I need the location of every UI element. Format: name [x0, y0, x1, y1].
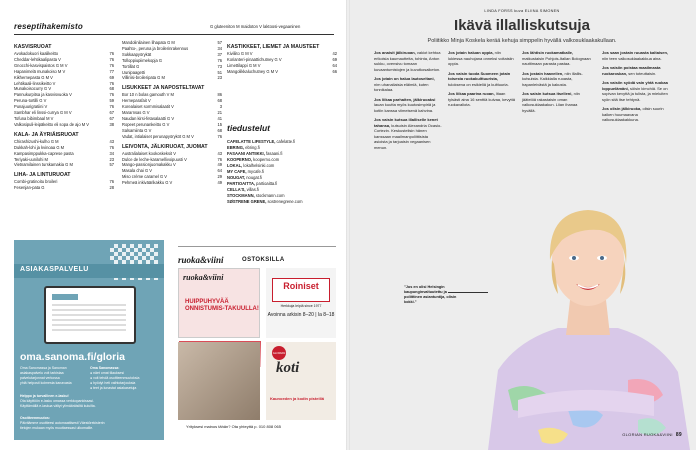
service-line: asiakaspalvelu voit tarkistaa [20, 370, 64, 375]
contact-name: CELLA'S, [227, 187, 246, 192]
recipe-entry[interactable] [14, 122, 114, 128]
recipe-name: Dukkah-lohi ja kvinoaa G M [14, 144, 65, 150]
interior-photo [178, 342, 260, 420]
contact-entry [227, 199, 337, 205]
recipe-name: Vadat, intialaiset perunapyöryköt G M V [122, 133, 194, 139]
answer-text: sen toteuttaisin. [627, 70, 657, 76]
recipe-page: 66 [332, 68, 337, 74]
contact-name: NOUGAT, [227, 175, 246, 180]
answer-text: vakiot kehtoa erikoisia kaumautteita, tohinta, Anton sukku, ovensivu tomaan kuvaantumistojen ja kuvutkosaiketon. [374, 50, 441, 72]
recipe-page: 68 [109, 86, 114, 92]
question-lead: Jos jostain haaveilen, [522, 70, 564, 76]
contact-detail[interactable]: nougat.fi [245, 175, 262, 180]
recipe-name: Tolloppiupiimekopja G [122, 57, 163, 63]
service-line: yhtä helposti kolmesta kanavasta [20, 380, 72, 385]
answer-text: matkustaisin Pohjois-Italian Bolognaan nauttimaan parasta pastaa. [522, 55, 591, 66]
einvoice-title: Helppo ja turvallinen e-lasku! [20, 394, 69, 398]
question-lead: Jos saisin kutsua itselleni, [522, 91, 573, 96]
answer-paragraph [374, 97, 442, 114]
koti-caption: Kaunoeden ja kodin pisteillä [270, 396, 325, 401]
service-line: palvelutarjonnat verkossa [20, 375, 60, 380]
answer-text: kutsuisin Alexandria Ocasio-Cortezin. Keskustelisin hänen kanssaan maailmanpoliittisista asioista ja tarjoaisin vegaanisen menun. [374, 122, 442, 150]
answer-paragraph [602, 80, 674, 102]
recipe-name: Ropeet perunankeitto G V [122, 121, 170, 127]
recipe-name: Herneparafait V [122, 98, 151, 104]
article-deck: Poliitikko Minja Koskela kerää kehuja simppelin hyvällä valkosuklaakakullaan. [427, 38, 617, 44]
recipe-name: Cheddar-lehtikaalipasta V [14, 56, 61, 62]
contact-detail[interactable]: mycafe.fi [246, 169, 265, 174]
portrait-photo [478, 160, 696, 450]
recipe-page: 34 [217, 45, 222, 51]
recipe-name: Gnocchi-kasvispaistos G M V [14, 62, 68, 68]
answer-paragraph [522, 91, 592, 113]
recipe-page: 37 [217, 51, 222, 57]
recipe-name: Kampasimppukka-caprese pasta [14, 150, 74, 156]
question-lead: Jos jotain on halua lautoseltani, [374, 76, 435, 81]
question-lead: Jos vaisiin syödä vain yhtä ruokaa loppuelämäni, [602, 80, 668, 91]
contact-name: CAFELATTE LIFESTYLE, [227, 139, 276, 144]
recipe-page: 57 [217, 40, 222, 45]
contact-detail[interactable]: stockmann.com [254, 193, 285, 198]
spine-gutter [346, 0, 350, 450]
recipe-page: 21 [217, 110, 222, 116]
question-lead: Jos liikaa parhaiten, jälkiruoaksi [374, 96, 436, 102]
page-number: 89 [675, 432, 682, 438]
recipe-page: 38 [109, 121, 114, 127]
recipe-page: 68 [217, 127, 222, 133]
recipe-page: 76 [109, 144, 114, 150]
answer-paragraph [448, 91, 516, 108]
recipe-name: Avokadokuori kaalikeitto [14, 51, 59, 56]
recipe-entry[interactable] [122, 134, 222, 140]
recipe-name: Kiviliito G M V [227, 51, 253, 56]
ad-contact-footer: Yrityksesi mainos tähän? Ota yhteyttä p. 010 808 065 [186, 424, 281, 429]
answer-text: söisin kimchiä. Se on sopivan kevyttä ja tulista, ja mieluiten syön sitä itse tehtynä. [602, 85, 668, 102]
recipe-page: 57 [109, 162, 114, 168]
service-line: Käyttämällä e-laskua vältyt ylimääräisiltä kuluilta. [20, 403, 96, 408]
header-rule [14, 34, 334, 35]
question-lead: Jos anaisit jälkiruoan, [374, 50, 416, 55]
question-lead: Jos liikaa paarina ruoan, [448, 91, 495, 96]
koti-magazine-ad[interactable] [266, 342, 336, 420]
recipe-name: Pehmeä inkiväärikakku G V [122, 180, 173, 186]
answer-paragraph [522, 71, 592, 88]
answer-text: lauan kuutta myös kuutosimpiriä ja kotiin kanssa viimeisenä kahvina. [374, 102, 436, 113]
recipe-page: 68 [217, 98, 222, 104]
recipe-page: 73 [217, 63, 222, 69]
laptop-illustration [44, 286, 136, 344]
recipe-page: 59 [109, 98, 114, 104]
recipe-name: Valkosipuli-leipäkeitto eli sopa de ajo M V [14, 121, 90, 127]
question-lead: Jos lähtisin ruokamatkalle, [522, 50, 574, 55]
recipe-page: 41 [217, 115, 222, 121]
recipe-name: Korealaiset sormmisalaatit V [122, 104, 174, 110]
contact-detail[interactable]: lokalhelsinki.com [242, 163, 275, 168]
glorian-badge: GLORIAN [272, 346, 286, 360]
recipe-name: Kikhernepasta G M V [14, 74, 53, 80]
address-change-title: Osoitteenmuutos: [20, 416, 50, 420]
contact-name: FASAANI ANTIIKKI, [227, 151, 265, 156]
recipe-name: Masala chai G V [122, 168, 153, 174]
answer-paragraph [448, 71, 516, 88]
article-column-1 [374, 50, 442, 154]
recipe-page: 49 [217, 180, 222, 186]
recipe-entry[interactable] [227, 69, 337, 75]
section-heading: KASTIKKEET, LIEMET JA MAUSTEET [227, 44, 320, 50]
recipe-name: Villiriisi-broileripata G M [122, 75, 165, 81]
service-url-link[interactable]: oma.sanoma.fi/gloria [20, 351, 126, 363]
recipe-page: 64 [332, 62, 337, 68]
recipe-page: 23 [109, 156, 114, 162]
article-column-3 [522, 50, 592, 117]
service-line: Ota käyttöön e-lasku omassa verkkopankissasi. [20, 398, 94, 403]
recipe-entry[interactable] [14, 162, 114, 168]
bakery-hours: Avoinna arkisin 8–20 | la 8–18 [267, 312, 335, 318]
answer-paragraph [602, 50, 674, 61]
recipe-name: Limettilappi G M V [227, 62, 261, 68]
service-line: Oma Sanomassa ja Sanoman [20, 366, 67, 370]
recipe-page: 86 [217, 92, 222, 98]
service-line: ● teet ja lunastat asiakasetuja [90, 385, 137, 390]
ad-section-label: OSTOKSILLA [242, 257, 285, 263]
contact-name: PARTIOAITTA, [227, 181, 256, 186]
answer-paragraph [448, 50, 516, 67]
bakery-since: Herkkuja leipiä since 1977 [280, 304, 322, 308]
article-headline: Ikävä illalliskutsuja [454, 17, 590, 34]
section-heading: LISUKKEET JA NAPOSTELTAVAT [122, 85, 205, 92]
contact-name: EBRING, [227, 145, 245, 150]
recipe-name: Mandolinilainen lihapata G M [122, 40, 175, 45]
recipe-name: Tortillat G [122, 63, 140, 69]
recipe-name: Miso crème caramel G V [122, 174, 168, 180]
question-lead: Jos vaisin kutsua illalliselle kenet tahansa, [374, 117, 438, 128]
recipe-name: Bor 10 n bolas gamouth V M [122, 92, 174, 98]
recipe-page: 76 [109, 80, 114, 86]
recipe-page: 76 [109, 104, 114, 110]
recipe-page: 29 [217, 174, 222, 180]
service-line: ● hyödyt heti vaihtotarjouksia [90, 380, 136, 385]
recipe-name: Sambhar eli linssi-currya G M V [14, 110, 72, 116]
answer-paragraph [602, 65, 674, 76]
recipe-page: 67 [109, 115, 114, 121]
bakery-ad[interactable] [266, 268, 336, 338]
section-heading: LIHA- JA LINTURUOAT [14, 172, 71, 179]
answer-text: litaan tylsästi aina 16 senttiä kuivaa, kevyttä ruokavaliota. [448, 91, 515, 107]
recipe-name: Mararnsas G V [122, 110, 150, 116]
recipe-name: Hapanimelä munakoiso M V [14, 68, 66, 74]
recipe-page: 43 [217, 150, 222, 156]
recipe-page: 64 [217, 168, 222, 174]
contact-detail[interactable]: cafelatte.fi [275, 139, 296, 144]
recipe-name: Paahto-, peruna ja broilerinrakennus [122, 45, 189, 51]
magazine-ad-cover[interactable] [178, 268, 260, 338]
section-heading: LEIVONTA, JÄLKIRUOAT, JUOMAT [122, 143, 208, 150]
recipe-page: 3 [219, 104, 222, 110]
recipe-page: 77 [109, 68, 114, 74]
recipe-name: Peruna-tortilli G V [14, 98, 47, 104]
magazine-headline: HUIPPUHYVÄÄ ONNISTUMIS-TAKUULLA! [185, 299, 259, 312]
recipe-page: 76 [109, 179, 114, 185]
recipe-name: Sukkaapyörykät [122, 51, 152, 57]
contact-detail[interactable]: partioaitta.fi [255, 181, 278, 186]
contact-name: SØSTRENE GRENE, [227, 199, 267, 204]
folio-label: GLORIAN RUOKA&VIINI [622, 432, 673, 437]
magazine-title: ruoka&viini [183, 273, 224, 282]
recipe-name: Lehtikaali-linssikeitto V [14, 80, 56, 86]
question-lead: Jos vaisiin poistaa maailmasta ruokaroskan, [602, 65, 661, 76]
pull-quote: "Jos en olisi Helsingin kaupunginvaltuutettu ja poliittinen asiantuntija, olisin kokki." [404, 285, 457, 304]
customer-service-title: ASIAKASPALVELU [20, 266, 89, 273]
recipe-name: Mangolikkaluchutney G M V [227, 68, 278, 74]
question-lead: Jos saan jostain ruuasta kaltaisen, [602, 50, 669, 55]
question-lead: Jos vaisin tuoda Suomeen jotain toisesta ruokakulttuurista, [448, 70, 511, 81]
contact-name: KOOPERNO, [227, 157, 253, 162]
recipe-page: 49 [217, 162, 222, 168]
section-heading: KASVISRUOAT [14, 44, 52, 50]
recipe-page: 34 [109, 150, 114, 156]
recipe-entry[interactable] [14, 185, 114, 191]
byline: LINDA FORSS kuva ELIINA SIMONEN [484, 9, 560, 13]
recipe-name: Naudan kirsi-fetasalaatti G V [122, 115, 175, 121]
contact-name: STOCKMANN, [227, 193, 255, 198]
answer-text: olisin suurin kaiken huumaavana valkosuklaakakkuna. [602, 106, 664, 122]
diet-legend: G gluteeniton M maidoton V laktoosi-vegaaninen [210, 24, 301, 29]
section-heading: KALA- JA ÄYRIÄISRUOAT [14, 131, 79, 138]
recipe-entry[interactable] [122, 75, 222, 81]
recipe-page: 76 [109, 92, 114, 98]
koti-title: koti [276, 360, 300, 376]
service-line: ● voit tehdä osoitteenmuutoksia [90, 375, 140, 380]
recipe-page: 76 [109, 62, 114, 68]
einvoice-info [20, 394, 160, 409]
contact-detail[interactable]: ebring.fi [244, 145, 260, 150]
recipe-entry[interactable] [122, 180, 222, 186]
answer-paragraph [374, 117, 442, 150]
answer-text: nim uhanaliaisia eläimiä, kuten tonnikalaa. [374, 81, 429, 92]
recipe-name: Pannukurpitsa ja kasvisvuoka V [14, 92, 72, 98]
recipe-page: 69 [109, 74, 114, 80]
recipe-name: Uunipaagetti [122, 69, 145, 75]
benefits-title: Oma Sanomassa: [90, 366, 120, 370]
recipe-name: Vietnamilainen turskamakia G M [14, 162, 73, 168]
answer-text: niin jäätelöä rakastaisin oman valkosuklaakakun. Liian ihanaa hyvällä. [522, 91, 580, 113]
service-intro [20, 366, 88, 386]
index-title: reseptihakemisto [14, 22, 84, 31]
contact-name: MY CAFE, [227, 169, 247, 174]
contact-detail[interactable]: fasaani.fi [264, 151, 283, 156]
recipe-name: Chirashizushi-kulho G M [14, 138, 59, 144]
recipe-page: 28 [109, 185, 114, 191]
answer-text: niin illallis-kutsuista. Kaikkialla ruoasta, hapanleivästä ja kakusta. [522, 70, 583, 87]
recipe-page: 15 [217, 121, 222, 127]
answer-paragraph [374, 76, 442, 93]
answer-paragraph [602, 106, 674, 123]
recipe-page: 76 [109, 51, 114, 56]
answer-text: niin teen valkosuklaakakkua aina. [602, 55, 662, 61]
question-lead: Jos olisin jälkiruoka, [602, 106, 642, 111]
recipe-name: Fesenjan-pata G [14, 185, 45, 191]
answer-paragraph [374, 50, 442, 72]
service-line: Päivitämme osoitteesi automaattisesti Väestörekisterin [20, 420, 105, 425]
shopping-ad-section [178, 240, 336, 440]
answer-text: tuloksena on esikieliä ja kulttuuria. [448, 81, 509, 87]
recipe-page: 42 [332, 51, 337, 56]
address-change-info [20, 416, 160, 431]
recipe-name: Munakoisocurry G V [14, 86, 52, 92]
service-line: tietojen mukaan myös muuttaessasi ulkomaille. [20, 425, 94, 430]
recipe-page: 76 [217, 133, 222, 139]
tiedustelut-heading: tiedustelut [227, 123, 270, 133]
recipe-name: Teriyaki-uunilohi M [14, 156, 48, 162]
question-lead: Jos jotain haluan oppia, [448, 50, 494, 55]
answer-paragraph [522, 50, 592, 67]
article-column-4 [602, 50, 674, 127]
recipe-name: Combi-gratinoitu broileri [14, 179, 58, 185]
index-column-3 [227, 40, 337, 75]
index-column-2 [122, 40, 222, 186]
article-column-2 [448, 50, 516, 112]
customer-service-box [14, 240, 164, 440]
service-benefits [90, 366, 162, 391]
service-line: ● näet omat tilauksesi [90, 370, 125, 375]
tiedustelut-list [227, 139, 337, 205]
contact-detail[interactable]: villas.fi [245, 187, 259, 192]
recipe-page: 69 [332, 56, 337, 62]
contact-detail[interactable]: sostrenegrene.com [266, 199, 303, 204]
recipe-name: Australialaiset kookoskeksit V [122, 150, 176, 156]
recipe-page: 76 [217, 57, 222, 63]
recipe-name: Punajuurigratiini V [14, 104, 48, 110]
recipe-name: Korianteri-pinaattichutney G V [227, 56, 282, 62]
ad-rule [178, 246, 336, 247]
answer-text: niin lukiessa nauhojana onneksi voitaisiin oppia. [448, 50, 514, 66]
recipe-name: Salsamiinta G V [122, 127, 152, 133]
interview-page [348, 0, 696, 450]
index-column-1 [14, 40, 114, 191]
recipe-page: 67 [109, 110, 114, 116]
contact-name: LOKAL, [227, 163, 243, 168]
recipe-page: 23 [217, 75, 222, 81]
ad-brand-logo: ruoka&viini [178, 255, 224, 265]
recipe-page: 51 [217, 69, 222, 75]
recipe-name: Tofuna bibimbaal M V [14, 115, 54, 121]
recipe-page: 76 [217, 156, 222, 162]
recipe-page: 76 [109, 56, 114, 62]
recipe-name: Dulce de leche-karamellivoipuusti V [122, 156, 187, 162]
recipe-page: 43 [109, 138, 114, 144]
contact-detail[interactable]: kooperno.com [252, 157, 280, 162]
page-folio [622, 432, 682, 438]
bakery-logo: Roiniset [272, 278, 330, 302]
recipe-name: Mango-passionjuomakakku V [122, 162, 176, 168]
